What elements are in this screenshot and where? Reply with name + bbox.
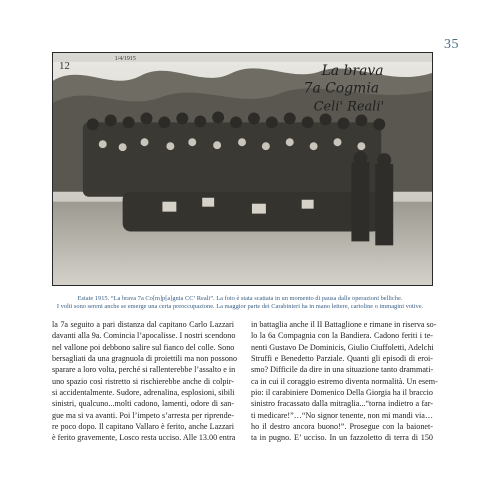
text-line: nenti Gustavo De Dominicis, Giulio Ciuffoletti, Adelchi: [251, 342, 434, 352]
text-line: in battaglia anche il II Battaglione e rimane in riserva so-: [251, 320, 437, 329]
svg-text:Celi' Reali': Celi' Reali': [313, 99, 385, 115]
text-line: lo la 6a Compagnia con la Bandiera. Cadono feriti i te-: [251, 331, 433, 341]
text-line: sinistro fracassato dalla mitraglia...“torna indietro a far-: [251, 399, 433, 409]
caption-line-1: Estate 1915. “La brava 7a Co[m]p[a]gnia CC’ Reali”. La foto è stata scattata in un momento di pausa dalle operazioni belliche.: [77, 295, 403, 302]
text-line: uno spazio così ristretto si rischierebbe anche di colpir-: [52, 376, 234, 386]
text-line: la 7a seguito a pari distanza dal capitano Carlo Lazzari: [52, 320, 234, 329]
text-line: sinistri, qualcuno...molti cadono, lamenti, odore di san-: [52, 399, 234, 409]
photo-caption: [14, 295, 466, 311]
text-line: ta in pugno. E’ ucciso. In un fazzoletto di terra di 150: [251, 433, 433, 443]
caption-line-2: I volti sono sereni anche se emerge una certa preoccupazione. La maggior parte dei Carabinieri ha in mano lettere, cartoline o immagini votive.: [56, 303, 424, 311]
historical-photograph: [52, 52, 433, 286]
page-number: 35: [444, 37, 459, 52]
text-line: pio: il carabiniere Domenico Della Giorgia ha il braccio: [251, 388, 433, 398]
text-line: bersagliati da una gragnuola di proiettili ma non possono: [52, 354, 238, 364]
text-line: ca in cui il coraggio estremo diventa normalità. Un esem-: [251, 376, 438, 386]
right-column: [251, 319, 438, 444]
body-text: [52, 319, 438, 444]
text-line: davanti alla 9a. Comincia l’apocalisse. I nostri scendono: [52, 331, 236, 341]
left-column: [52, 319, 238, 444]
text-line: sparare a loro volta, perché si rallenterebbe l’assalto e in: [52, 365, 236, 375]
svg-text:7a Cogmia: 7a Cogmia: [303, 80, 380, 97]
text-line: nel vallone poi debbono salire sul fianco del colle. Sono: [52, 342, 235, 352]
text-line: gue ma si va avanti. Poi l’impeto s’arresta per riprende-: [52, 410, 234, 420]
text-line: Struffi e Benedetto Parziale. Quanti gli episodi di eroi-: [251, 354, 433, 364]
text-line: smo? Difficile da dire in una situazione tanto drammati-: [251, 365, 434, 375]
text-line: si accidentalmente. Sudore, adrenalina, esplosioni, sibili: [52, 388, 235, 398]
text-line: è ferito gravemente, Losco resta ucciso. Alle 13.00 entra: [52, 433, 236, 443]
text-line: ho il destro ancora buono!”. Prosegue con la baionet-: [251, 422, 433, 432]
photo-illustration: [53, 53, 432, 285]
svg-text:La brava: La brava: [321, 62, 384, 79]
photo-strip-text: 1/4/1915: [114, 55, 136, 62]
photo-corner-note: 12: [58, 59, 70, 72]
text-line: ti medicare!”…“No signor tenente, non mi mandi via…: [251, 410, 433, 420]
text-line: re poco dopo. Il capitano Vallaro è ferito, anche Lazzari: [52, 422, 234, 432]
